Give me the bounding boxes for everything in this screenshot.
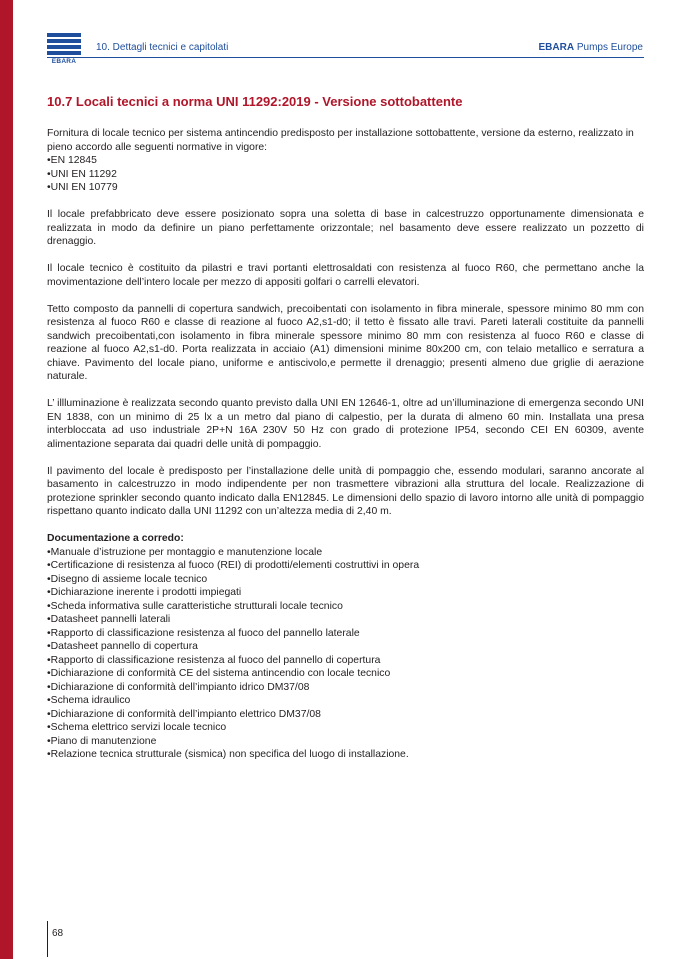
doc-item: • Schema idraulico	[47, 694, 644, 708]
brand-name	[539, 42, 644, 53]
chapter-title: 10. Dettagli tecnici e capitolati	[96, 42, 229, 53]
doc-item: • Rapporto di classificazione resistenza al fuoco del pannello di copertura	[47, 654, 644, 668]
doc-item: • Manuale d’istruzione per montaggio e manutenzione locale	[47, 546, 644, 560]
brand-name-rest: Pumps Europe	[574, 42, 643, 53]
doc-item: • Datasheet pannelli laterali	[47, 613, 644, 627]
brand-name-bold: EBARA	[538, 42, 575, 53]
section-title: 10.7 Locali tecnici a norma UNI 11292:2019 - Versione sottobattente	[47, 94, 463, 109]
paragraph-foundation: Il locale prefabbricato deve essere posizionato sopra una soletta di base in calcestruzzo opportunamente dimensionata e realizzata in modo da definire un piano perfettamente orizzontale; nel basamento deve essere realizzato un pozzetto di drenaggio.	[47, 209, 644, 247]
standard-item: • UNI EN 11292	[47, 168, 644, 182]
doc-item: • Certificazione di resistenza al fuoco (REI) di prodotti/elementi costruttivi in opera	[47, 559, 644, 573]
standard-item: • UNI EN 10779	[47, 181, 644, 195]
doc-item: • Datasheet pannello di copertura	[47, 640, 644, 654]
header-divider	[47, 57, 644, 58]
paragraph-roof-walls: Tetto composto da pannelli di copertura sandwich, precoibentati con isolamento in fibra minerale, spessore minimo 80 mm con resistenza al fuoco R60 e classe di reazione al fuoco A2,s1-d0; il tetto è fissato alle travi. Pareti laterali costituite da pannelli sandwich precoibentati,con isolamento in fibra minerale spessore minimo 80 mm con resistenza al fuoco R60 e classe di reazione al fuoco A2,s1-d0. Porta realizzata in acciaio (A1) dimensioni minime 80x200 cm, con telaio metallico e serratura a chiave. Pavimento del locale piano, uniforme e antiscivolo,e permette il drenaggio; presenti almeno due griglie di aerazione naturale.	[47, 303, 644, 382]
doc-item: • Piano di manutenzione	[47, 735, 644, 749]
documentation-heading: Documentazione a corredo:	[47, 533, 184, 544]
doc-item: • Rapporto di classificazione resistenza al fuoco del pannello laterale	[47, 627, 644, 641]
paragraph-structure: Il locale tecnico è costituito da pilastri e travi portanti elettrosaldati con resistenza al fuoco R60, che permettano anche la movimentazione dell’intero locale per mezzo di appositi golfari o carrelli elevatori.	[47, 263, 644, 288]
intro-text: Fornitura di locale tecnico per sistema antincendio predisposto per installazione sottobattente, versione da esterno, realizzato in pieno accordo alle seguenti normative in vigore:	[47, 128, 634, 153]
intro-paragraph	[47, 127, 644, 154]
document-body	[47, 127, 644, 762]
paragraph-floor: Il pavimento del locale è predisposto per l’installazione delle unità di pompaggio che, essendo modulari, saranno ancorate al basamento in calcestruzzo in modo indipendente per non trasmettere vibrazioni alla struttura del locale. Realizzazione di protezione sprinkler secondo quanto indicato dalla EN12845. Le dimensioni dello spazio di lavoro intorno alle unità di pompaggio rispettano quanto indicato dalla UNI 11292 con un’altezza media di 2,40 m.	[47, 465, 644, 517]
standards-list	[47, 154, 644, 195]
doc-item: • Dichiarazione di conformità dell’impianto elettrico DM37/08	[47, 708, 644, 722]
doc-item: • Dichiarazione di conformità dell’impianto idrico DM37/08	[47, 681, 644, 695]
doc-item: • Dichiarazione inerente i prodotti impiegati	[47, 586, 644, 600]
doc-item: • Schema elettrico servizi locale tecnico	[47, 721, 644, 735]
doc-item: • Disegno di assieme locale tecnico	[47, 573, 644, 587]
paragraph-lighting: L’ illluminazione è realizzata secondo quanto previsto dalla UNI EN 12646-1, oltre ad un’illuminazione di emergenza secondo UNI EN 1838, con un minimo di 25 lx a un metro dal piano di calpestio, per la durata di almeno 60 min. Installata una presa interbloccata ad uso industriale 2P+N 16A 230V 50 Hz con grado di protezione IP54, secondo CEI EN 60309, avente alimentazione separata dai quadri delle unità di pompaggio.	[47, 398, 644, 450]
documentation-list	[47, 546, 644, 762]
standard-item: • EN 12845	[47, 154, 644, 168]
footer-divider	[47, 921, 48, 957]
page-number: 68	[52, 928, 64, 939]
doc-item: • Relazione tecnica strutturale (sismica) non specifica del luogo di installazione.	[47, 748, 644, 762]
left-accent-band	[0, 0, 13, 959]
doc-item: • Dichiarazione di conformità CE del sistema antincendio con locale tecnico	[47, 667, 644, 681]
doc-item: • Scheda informativa sulle caratteristiche strutturali locale tecnico	[47, 600, 644, 614]
logo-wordmark: EBARA	[51, 58, 77, 65]
